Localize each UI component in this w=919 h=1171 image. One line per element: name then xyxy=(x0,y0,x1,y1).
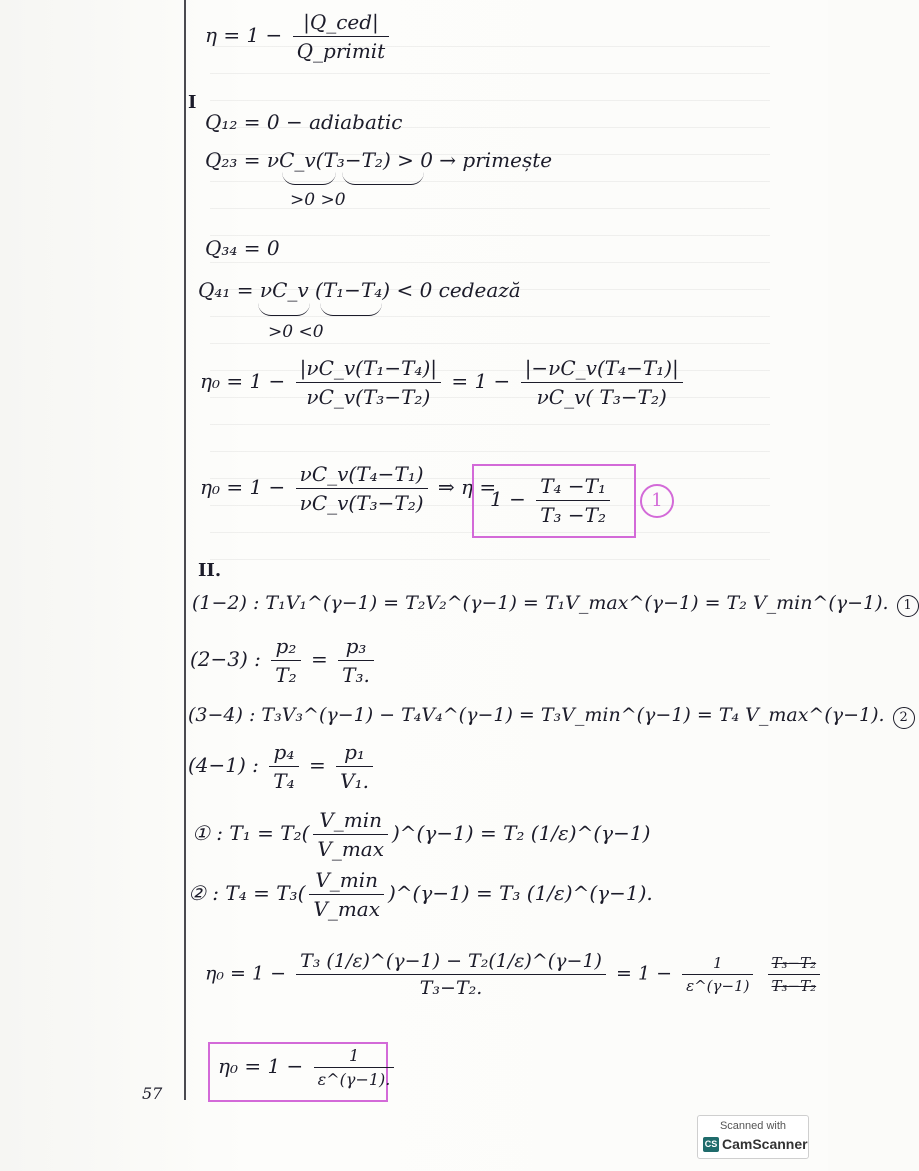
frac-den: V_max xyxy=(313,897,380,921)
section-two: II. xyxy=(198,560,222,581)
c1-lhs: ① : T₁ = T₂( xyxy=(192,821,310,845)
frac-den: νC_v(T₃−T₂) xyxy=(306,385,431,409)
p23-lhs: (2−3) : xyxy=(190,647,261,671)
q12-line: Q₁₂ = 0 − adiabatic xyxy=(205,110,403,134)
frac-num: T₄ −T₁ xyxy=(536,474,610,501)
frac-den: V_max xyxy=(317,837,384,861)
frac-num: 1 xyxy=(682,954,753,975)
boxed-result-1 xyxy=(490,474,614,527)
margin-line xyxy=(184,0,186,1100)
frac-num: νC_v(T₄−T₁) xyxy=(296,462,428,489)
eta-lhs: η = 1 − xyxy=(205,23,283,47)
c2-rhs: )^(γ−1) = T₃ (1/ε)^(γ−1). xyxy=(388,881,653,905)
frac-den: ε^(γ−1) xyxy=(686,977,750,995)
c1-rhs: )^(γ−1) = T₂ (1/ε)^(γ−1) xyxy=(392,821,651,845)
frac-den: νC_v( T₃−T₂) xyxy=(536,385,667,409)
process-3-4 xyxy=(188,704,915,729)
frac-den: T₃−T₂ xyxy=(771,977,817,995)
frac-num: T₃−T₂ xyxy=(768,954,821,975)
q23-signs: >0 >0 xyxy=(290,190,346,210)
circled-2-icon: 2 xyxy=(893,707,915,729)
brace xyxy=(320,303,382,316)
process-1-2 xyxy=(192,592,919,617)
frac-num: |νC_v(T₁−T₄)| xyxy=(296,356,441,383)
equals: = 1 − xyxy=(451,369,511,393)
frac-den: V₁. xyxy=(340,769,369,793)
frac-den: T₄ xyxy=(273,769,295,793)
eta0-expansion xyxy=(200,356,687,409)
brace xyxy=(342,172,424,185)
watermark-line1: Scanned with xyxy=(719,1120,787,1132)
eta-den: Q_primit xyxy=(296,39,386,63)
camscanner-watermark xyxy=(697,1115,809,1159)
frac-num: V_min xyxy=(313,808,388,835)
frac-den: T₃−T₂. xyxy=(419,977,483,999)
q34-line: Q₃₄ = 0 xyxy=(205,236,280,260)
frac-num: p₄ xyxy=(269,740,298,767)
eta0-lhs: η₀ = 1 − xyxy=(205,962,287,985)
camscanner-logo-icon: CS xyxy=(703,1137,719,1152)
frac-den: νC_v(T₃−T₂) xyxy=(299,491,424,515)
eta-num: |Q_ced| xyxy=(293,10,390,37)
frac-den: ε^(γ−1). xyxy=(317,1070,391,1089)
equals: = 1 − xyxy=(616,962,673,985)
result-lhs: η₀ = 1 − xyxy=(218,1054,304,1078)
watermark-line2: CamScanner xyxy=(722,1136,808,1152)
c2-lhs: ② : T₄ = T₃( xyxy=(188,881,306,905)
process-4-1: (4−1) : $\frac{\text{p₄}}{\text{T₄}}$ = $\frac{\text{p₁}}{\text{V₁.}}$ xyxy=(188,740,377,793)
frac-num: p₂ xyxy=(271,634,300,661)
brace xyxy=(282,172,336,185)
eta0-lhs: η₀ = 1 − xyxy=(200,475,286,499)
frac-num: T₃ (1/ε)^(γ−1) − T₂(1/ε)^(γ−1) xyxy=(296,950,606,975)
t4-relation xyxy=(188,868,653,921)
efficiency-definition xyxy=(205,10,393,63)
frac-num: 1 xyxy=(314,1046,395,1068)
margin-mark: 57 xyxy=(142,1084,163,1103)
box-lhs: 1 − xyxy=(490,487,526,511)
eta0-final-derivation xyxy=(205,950,824,999)
frac-num: V_min xyxy=(309,868,384,895)
frac-num: |−νC_v(T₄−T₁)| xyxy=(521,356,683,383)
section-one: I xyxy=(188,92,197,113)
frac-num: p₃ xyxy=(338,634,374,661)
frac-num: p₁ xyxy=(336,740,373,767)
frac-den: T₂ xyxy=(275,663,297,687)
circled-one: 1 xyxy=(640,484,674,518)
implies: ⇒ η = xyxy=(437,475,497,499)
final-result xyxy=(218,1046,398,1089)
circled-1-icon: 1 xyxy=(897,595,919,617)
p12-text: (1−2) : T₁V₁^(γ−1) = T₂V₂^(γ−1) = T₁V_max^(γ−1) = T₂ V_min^(γ−1). xyxy=(192,592,889,614)
frac-den: T₃. xyxy=(342,663,370,687)
eta0-simplified xyxy=(200,462,496,515)
q41-line: Q₄₁ = νC_v (T₁−T₄) < 0 cedează xyxy=(198,278,521,302)
q23-line: Q₂₃ = νC_v(T₃−T₂) > 0 → primește xyxy=(205,148,553,172)
p34-text: (3−4) : T₃V₃^(γ−1) − T₄V₄^(γ−1) = T₃V_min^(γ−1) = T₄ V_max^(γ−1). xyxy=(188,704,885,726)
p41-lhs: (4−1) : xyxy=(188,753,259,777)
frac-den: T₃ −T₂ xyxy=(540,503,607,527)
process-2-3: (2−3) : $\frac{\text{p₂}}{\text{T₂}}$ = $\frac{\text{p₃}}{\text{T₃.}}$ xyxy=(190,634,378,687)
brace xyxy=(258,303,310,316)
eta0-lhs: η₀ = 1 − xyxy=(200,369,286,393)
q41-signs: >0 <0 xyxy=(268,322,324,342)
t1-relation xyxy=(192,808,650,861)
